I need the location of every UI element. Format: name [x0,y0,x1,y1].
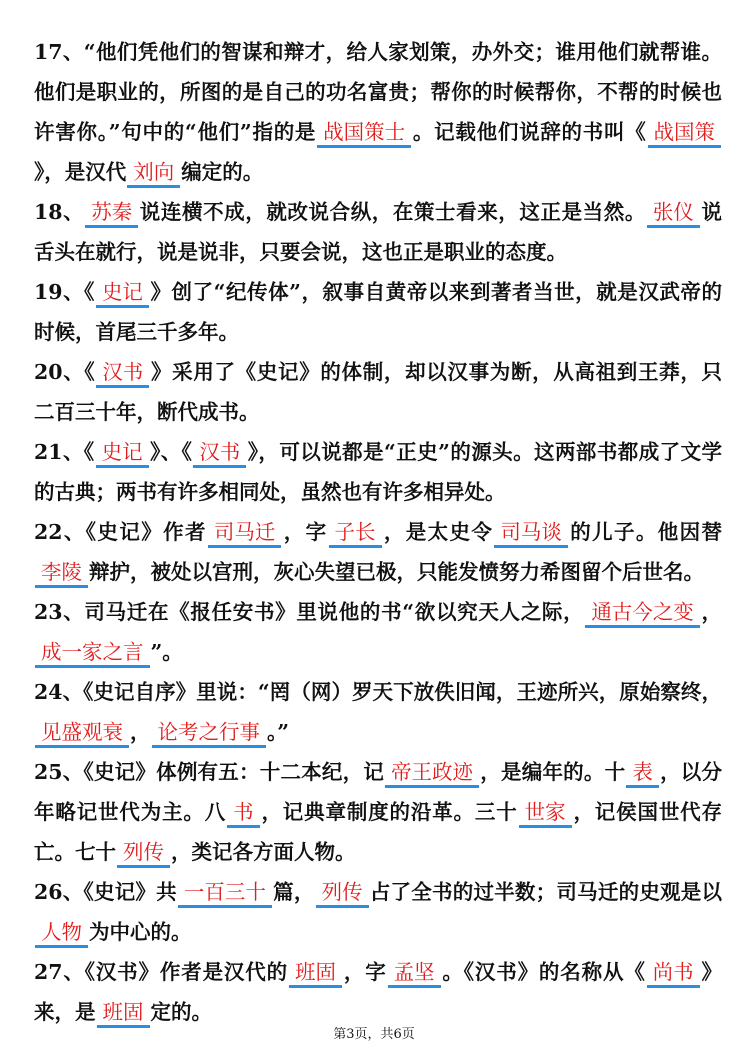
answer-blank: 战国策士 [317,119,411,148]
question-text: 19、《 [34,280,95,304]
question-item [34,192,722,272]
question-text: 20、《 [34,360,96,384]
question-item [34,432,722,512]
question-text: ，记侯国世代存亡。七十 [34,800,723,864]
question-text: ，是太史令 [382,520,494,544]
answer-blank: 成一家之言 [35,639,150,668]
question-item [34,272,722,352]
question-text: 27、《汉书》作者是汉代的 [34,960,288,984]
answer-blank: 论考之行事 [152,719,267,748]
question-text: 26、《史记》共 [34,880,177,904]
question-text: ”。 [150,640,183,664]
question-text: 24、《史记自序》里说：“罔（网）罗天下放佚旧闻，王迹所兴，原始察终， [34,680,722,704]
question-item [34,32,722,192]
answer-blank: 战国策 [648,119,722,148]
answer-blank: 帝王政迹 [385,759,479,788]
question-text: 定的。 [150,1000,212,1024]
question-text: 》来，是 [34,960,723,1024]
answer-blank: 表 [626,759,659,788]
answer-blank: 通古今之变 [585,599,700,628]
question-text: 25、《史记》体例有五：十二本纪，记 [34,760,385,784]
answer-blank: 班固 [97,999,150,1028]
question-text: ， [130,720,151,744]
question-text: ，字 [282,520,328,544]
question-text: ，字 [343,960,387,984]
question-text: 。记载他们说辞的书叫《 [412,120,647,144]
answer-blank: 汉书 [193,439,246,468]
question-item [34,952,722,1032]
answer-blank: 世家 [519,799,572,828]
answer-blank: 史记 [96,439,149,468]
answer-blank: 张仪 [647,199,700,228]
question-text: 》，是汉代 [34,160,127,184]
question-item [34,592,722,672]
question-text: ，类记各方面人物。 [171,840,356,864]
question-text: 17、“他们凭他们的智谋和辩才，给人家划策，办外交；谁用他们就帮谁。他们是职业的，所图的是自己的功名富贵；帮你的时候帮你，不帮的时候也许害你。”句中的“他们”指的是 [34,40,722,144]
answer-blank: 尚书 [647,959,700,988]
answer-blank: 苏秦 [85,199,138,228]
question-text: ，是编年的。十 [480,760,626,784]
question-text: 23、司马迁在《报任安书》里说他的书“欲以究天人之际， [34,600,585,624]
answer-blank: 史记 [96,279,149,308]
answer-blank: 司马谈 [494,519,568,548]
answer-blank: 人物 [35,919,88,948]
answer-blank: 司马迁 [208,519,282,548]
answer-blank: 书 [227,799,260,828]
question-text: 22、《史记》作者 [34,520,207,544]
question-text: 辩护，被处以宫刑，灰心失望已极，只能发愤努力希图留个后世名。 [89,560,704,584]
question-item [34,752,722,872]
question-item [34,512,722,592]
question-text: 的儿子。他因替 [568,520,723,544]
question-text: ，以分年略记世代为主。八 [34,760,723,824]
answer-blank: 班固 [289,959,342,988]
question-text: 21、《 [34,440,95,464]
question-text: 》采用了《史记》的体制，却以汉事为断，从高祖到王莽，只二百三十年，断代成书。 [34,360,723,424]
answer-blank: 汉书 [96,359,149,388]
question-item [34,872,722,952]
question-text: 18、 [34,200,85,224]
question-text: 》创了“纪传体”，叙事自黄帝以来到著者当世，就是汉武帝的时候，首尾三千多年。 [34,280,722,344]
answer-blank: 李陵 [35,559,88,588]
answer-blank: 列传 [316,879,369,908]
answer-blank: 一百三十 [178,879,272,908]
question-text: 》，可以说都是“正史”的源头。这两部书都成了文学的古典；两书有许多相同处，虽然也有许多相异处。 [34,440,722,504]
question-text: 编定的。 [181,160,264,184]
question-text: ， [700,600,723,624]
question-text: 说舌头在就行，说是说非，只要会说，这也正是职业的态度。 [34,200,723,264]
question-item [34,352,722,432]
question-text: 为中心的。 [89,920,192,944]
question-text: 占了全书的过半数；司马迁的史观是以 [369,880,723,904]
page-footer: 第3页，共6页 [333,1027,415,1042]
question-text: 说连横不成，就改说合纵，在策士看来，这正是当然。 [139,200,646,224]
answer-blank: 刘向 [127,159,180,188]
answer-blank: 列传 [117,839,170,868]
answer-blank: 见盛观衰 [35,719,129,748]
answer-blank: 子长 [329,519,382,548]
question-item [34,672,722,752]
question-text: 。” [267,720,290,744]
question-text: 》、《 [149,440,193,464]
question-text: 。《汉书》的名称从《 [441,960,646,984]
question-text: ，记典章制度的沿革。三十 [260,800,518,824]
question-text: 篇， [272,880,315,904]
document-body [34,32,722,1032]
answer-blank: 孟坚 [388,959,441,988]
